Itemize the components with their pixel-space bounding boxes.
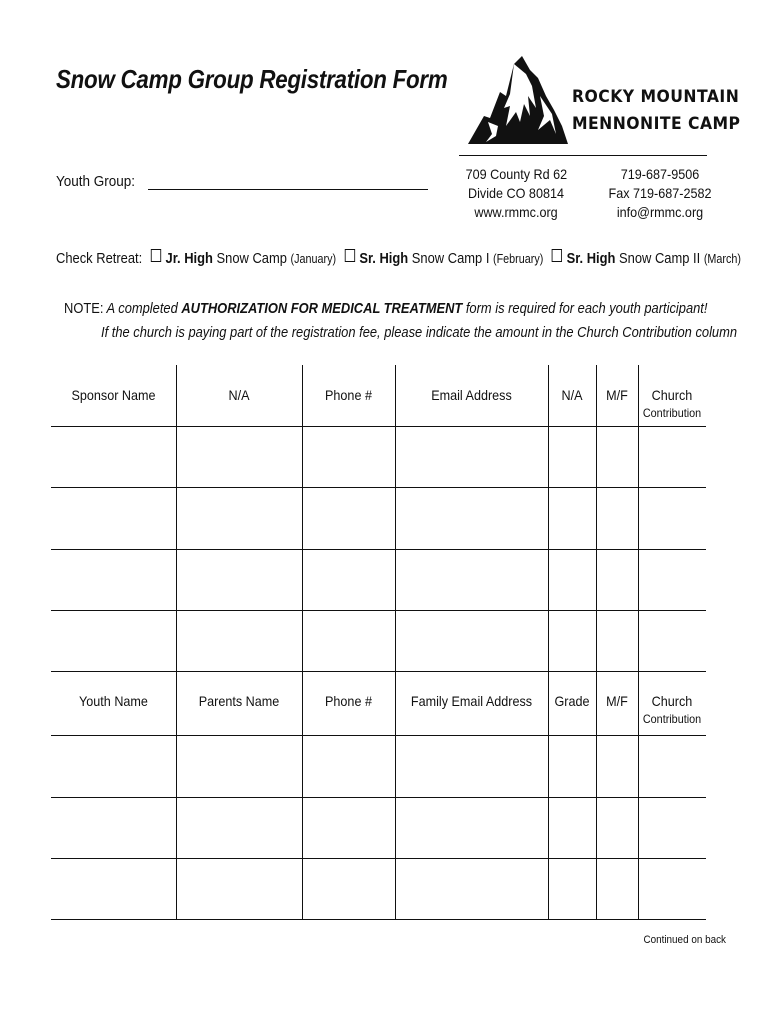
sponsor-row-rule (51, 549, 706, 550)
sponsor-cell-col5[interactable] (550, 551, 594, 608)
note-line1-b: form is required for each youth participant! (462, 300, 708, 317)
youth-header-col5-label: Grade (554, 693, 590, 709)
sponsor-cell-name[interactable] (53, 428, 174, 485)
youth-cell-phone[interactable] (304, 860, 393, 917)
youth-header-col2 (182, 693, 295, 709)
youth-header-church-sub: Contribution (642, 712, 702, 726)
youth-header-email-label: Family Email Address (410, 693, 533, 709)
youth-header-phone-label: Phone # (325, 693, 372, 709)
youth-column-rule (395, 671, 396, 919)
youth-header-phone (307, 693, 391, 709)
youth-header-mf-label: M/F (606, 693, 628, 709)
youth-column-rule (302, 671, 303, 919)
sponsor-header-name-label: Sponsor Name (71, 387, 156, 403)
youth-cell-col2[interactable] (178, 799, 300, 856)
sponsor-header-church-sub: Contribution (642, 406, 702, 420)
sponsor-cell-phone[interactable] (304, 551, 393, 608)
youth-header-church-label: Church (651, 693, 693, 709)
note-prefix: NOTE: (64, 300, 104, 317)
sponsor-header-col2 (182, 387, 295, 403)
youth-cell-mf[interactable] (598, 737, 636, 795)
youth-cell-church[interactable] (640, 737, 704, 795)
youth-cell-name[interactable] (53, 799, 174, 856)
retreat-option-3-level: Sr. High (566, 250, 616, 267)
sponsor-cell-email[interactable] (397, 612, 546, 669)
sponsor-cell-mf[interactable] (598, 551, 636, 608)
sr-high-camp2-checkbox[interactable] (552, 249, 562, 262)
sponsor-cell-mf[interactable] (598, 428, 636, 485)
continued-on-back: Continued on back (643, 934, 726, 946)
youth-header-col5 (550, 693, 593, 709)
youth-header-email (403, 693, 541, 709)
note-line1-bold: AUTHORIZATION FOR MEDICAL TREATMENT (181, 300, 463, 317)
youth-cell-church[interactable] (640, 799, 704, 856)
sponsor-cell-church[interactable] (640, 489, 704, 547)
youth-header-name-label: Youth Name (79, 693, 148, 709)
sponsor-cell-col2[interactable] (178, 612, 300, 669)
header-divider (459, 155, 707, 156)
sponsor-row-rule (51, 487, 706, 488)
jr-high-checkbox[interactable] (151, 249, 161, 262)
sponsor-column-rule (395, 365, 396, 671)
sponsor-cell-name[interactable] (53, 612, 174, 669)
sponsor-cell-phone[interactable] (304, 489, 393, 547)
youth-group-field[interactable] (148, 189, 428, 190)
sponsor-header-church (641, 387, 702, 420)
sponsor-header-name (57, 387, 170, 403)
form-title: Snow Camp Group Registration Form (56, 64, 448, 94)
note-block (64, 297, 737, 345)
sponsor-header-email-label: Email Address (431, 387, 512, 403)
youth-cell-mf[interactable] (598, 799, 636, 856)
youth-header-name (57, 693, 170, 709)
sponsor-row-rule (51, 610, 706, 611)
youth-header-rule (51, 735, 706, 736)
sponsor-cell-church[interactable] (640, 551, 704, 608)
retreat-option-1-name: Snow Camp (212, 250, 291, 267)
check-retreat-row (56, 249, 741, 267)
sponsor-header-mf (598, 387, 636, 403)
camp-logo-text (572, 84, 740, 138)
camp-contact (604, 165, 716, 222)
mountain-logo-icon (466, 56, 570, 148)
sponsor-cell-name[interactable] (53, 551, 174, 608)
sponsor-cell-mf[interactable] (598, 612, 636, 669)
sponsor-cell-church[interactable] (640, 428, 704, 485)
sponsor-header-col5-label: N/A (561, 387, 583, 403)
youth-header-mf (598, 693, 636, 709)
youth-cell-phone[interactable] (304, 737, 393, 795)
camp-name-line2: MENNONITE CAMP (572, 114, 741, 134)
sponsor-column-rule (638, 365, 639, 671)
youth-column-rule (176, 671, 177, 919)
sponsor-cell-phone[interactable] (304, 428, 393, 485)
youth-column-rule (638, 671, 639, 919)
sponsor-header-phone-label: Phone # (325, 387, 372, 403)
sponsor-header-email (403, 387, 541, 403)
youth-column-rule (548, 671, 549, 919)
sponsor-cell-email[interactable] (397, 428, 546, 485)
sponsor-column-rule (596, 365, 597, 671)
camp-phone: 719-687-9506 (620, 166, 700, 182)
youth-row-rule (51, 919, 706, 920)
sponsor-cell-col5[interactable] (550, 489, 594, 547)
youth-cell-col2[interactable] (178, 737, 300, 795)
sponsor-cell-name[interactable] (53, 489, 174, 547)
sponsor-header-mf-label: M/F (606, 387, 628, 403)
note-line2: If the church is paying part of the registration fee, please indicate the amount in the Church Contribution column (100, 324, 738, 341)
camp-email: info@rmmc.org (616, 204, 704, 220)
camp-address (466, 165, 567, 222)
retreat-option-3-month: (March) (703, 252, 741, 266)
sponsor-column-rule (176, 365, 177, 671)
youth-cell-col2[interactable] (178, 860, 300, 917)
retreat-option-3-name: Snow Camp II (615, 250, 704, 267)
youth-group-label: Youth Group: (56, 173, 136, 190)
youth-header-church (641, 693, 702, 726)
sponsor-cell-col2[interactable] (178, 428, 300, 485)
sponsor-cell-col5[interactable] (550, 428, 594, 485)
sponsor-cell-mf[interactable] (598, 489, 636, 547)
sponsor-header-col5 (550, 387, 593, 403)
sponsor-cell-email[interactable] (397, 489, 546, 547)
address-line1: 709 County Rd 62 (465, 166, 568, 182)
retreat-option-2-level: Sr. High (359, 250, 409, 267)
note-line1-a: A completed (103, 300, 182, 317)
youth-cell-name[interactable] (53, 737, 174, 795)
sponsor-cell-church[interactable] (640, 612, 704, 669)
sponsor-cell-col2[interactable] (178, 551, 300, 608)
youth-cell-email[interactable] (397, 737, 546, 795)
youth-cell-church[interactable] (640, 860, 704, 917)
sponsor-header-phone (307, 387, 391, 403)
youth-cell-name[interactable] (53, 860, 174, 917)
sponsor-cell-col2[interactable] (178, 489, 300, 547)
youth-cell-email[interactable] (397, 860, 546, 917)
youth-cell-col5[interactable] (550, 737, 594, 795)
youth-column-rule (596, 671, 597, 919)
camp-name-line1: ROCKY MOUNTAIN (572, 87, 740, 107)
sponsor-row-rule (51, 671, 706, 672)
camp-website: www.rmmc.org (474, 204, 558, 220)
youth-cell-mf[interactable] (598, 860, 636, 917)
youth-cell-col5[interactable] (550, 799, 594, 856)
youth-cell-email[interactable] (397, 799, 546, 856)
camp-fax: Fax 719-687-2582 (608, 185, 712, 201)
youth-header-col2-label: Parents Name (198, 693, 280, 709)
retreat-option-1-level: Jr. High (165, 250, 213, 267)
retreat-option-1-month: (January) (290, 252, 337, 266)
sponsor-header-rule (51, 426, 706, 427)
youth-cell-phone[interactable] (304, 799, 393, 856)
retreat-option-2-name: Snow Camp I (408, 250, 494, 267)
address-line2: Divide CO 80814 (468, 185, 564, 201)
sponsor-header-col2-label: N/A (228, 387, 250, 403)
sr-high-camp1-checkbox[interactable] (345, 249, 355, 262)
sponsor-header-church-label: Church (651, 387, 693, 403)
sponsor-column-rule (302, 365, 303, 671)
sponsor-column-rule (548, 365, 549, 671)
sponsor-cell-email[interactable] (397, 551, 546, 608)
youth-row-rule (51, 858, 706, 859)
sponsor-cell-phone[interactable] (304, 612, 393, 669)
sponsor-cell-col5[interactable] (550, 612, 594, 669)
youth-cell-col5[interactable] (550, 860, 594, 917)
check-retreat-label: Check Retreat: (56, 250, 143, 267)
youth-row-rule (51, 797, 706, 798)
retreat-option-2-month: (February) (493, 252, 544, 266)
